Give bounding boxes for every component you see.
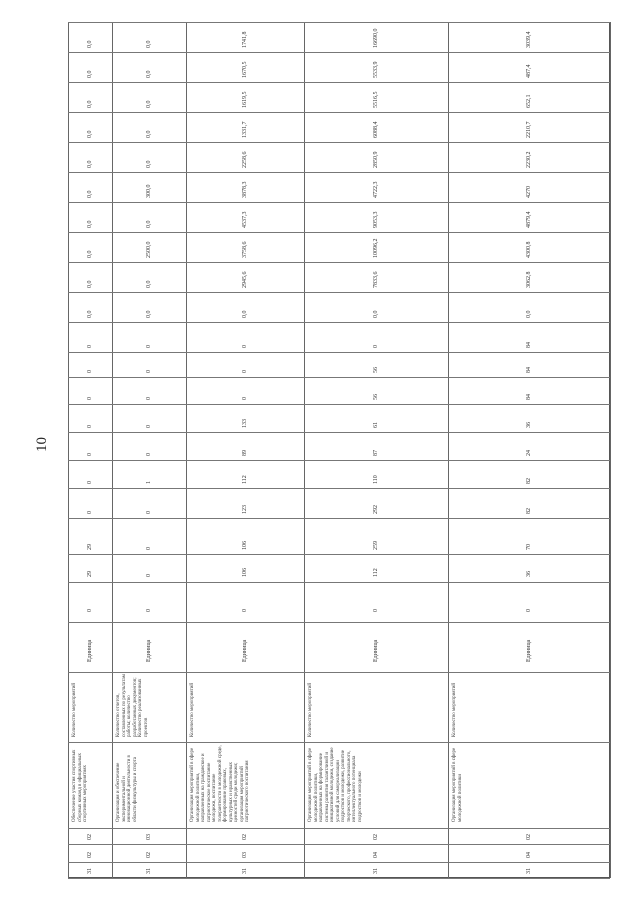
- row-value: 0: [87, 397, 93, 400]
- row-value: 0,0: [87, 220, 93, 228]
- row-unit: Единица: [373, 639, 379, 662]
- row-value: 1331,7: [242, 121, 248, 138]
- row-value: 2850,9: [373, 151, 379, 168]
- row-indicator: Количество мероприятий: [308, 682, 313, 737]
- row-value: 0,0: [146, 220, 152, 228]
- row-unit: Единица: [242, 639, 248, 662]
- row-value: 29: [87, 571, 93, 577]
- row-value: 3062,8: [526, 271, 532, 288]
- row-description: Организация мероприятий в сфере молодежной политики: [452, 747, 463, 822]
- row-value: 259: [373, 541, 379, 550]
- row-value: 110: [373, 475, 379, 484]
- column-border: [68, 232, 610, 233]
- row-border: [186, 22, 187, 878]
- row-code-31: 31: [87, 868, 93, 874]
- column-border: [68, 554, 610, 555]
- row-unit: Единица: [146, 639, 152, 662]
- row-value: 112: [242, 475, 248, 484]
- column-border: [68, 582, 610, 583]
- row-value: 0: [146, 453, 152, 456]
- row-value: 84: [526, 367, 532, 373]
- row-value: 0,0: [146, 40, 152, 48]
- column-border: [68, 82, 610, 83]
- row-value: 0: [87, 453, 93, 456]
- row-value: 0,0: [526, 310, 532, 318]
- row-code-31: 31: [526, 868, 532, 874]
- row-description: Организация и обеспечение экспериментальной и инновационной деятельности в области физкультуры и спорта: [116, 755, 138, 822]
- row-value: 0: [146, 345, 152, 348]
- row-value: 2210,7: [526, 121, 532, 138]
- row-indicator: Количество мероприятий: [452, 682, 457, 737]
- row-value: 0: [146, 370, 152, 373]
- column-border: [68, 292, 610, 293]
- row-code-item: 02: [242, 834, 248, 840]
- row-value: 84: [526, 342, 532, 348]
- row-code-section: 03: [242, 852, 248, 858]
- row-value: 56: [373, 394, 379, 400]
- column-border: [68, 622, 610, 623]
- row-value: 84: [526, 394, 532, 400]
- row-value: 4537,3: [242, 211, 248, 228]
- row-value: 82: [526, 508, 532, 514]
- row-description: Организация мероприятий в сфере молодежной политики, направленных на гражданское и патриотическое воспитание молодежи, воспитание толерантности в молодежной среде, формирование правовых, культурных и нравственных ценностей среди молодежи; организация мероприятий патриотического воспитания: [190, 745, 250, 822]
- row-value: 61: [373, 422, 379, 428]
- row-value: 56: [373, 367, 379, 373]
- column-border: [68, 432, 610, 433]
- row-indicator: Количество мероприятий: [190, 682, 195, 737]
- row-value: 487,4: [526, 64, 532, 78]
- row-value: 3039,4: [526, 31, 532, 48]
- row-description: Организация мероприятий в сфере молодежной политики, направленных на формирование системы развития талантливой и инициативной молодежи, создание условий для самореализации подростков и молодежи, развитие творческого, профессионального, интеллектуального потенциала подростков и молодежи: [308, 747, 363, 822]
- column-border: [68, 488, 610, 489]
- row-code-section: 04: [526, 852, 532, 858]
- row-value: 0,0: [87, 130, 93, 138]
- row-code-item: 02: [87, 834, 93, 840]
- column-border: [68, 22, 610, 23]
- row-value: 0: [87, 425, 93, 428]
- row-value: 0: [146, 609, 152, 612]
- column-border: [68, 862, 610, 863]
- row-value: 82: [526, 478, 532, 484]
- column-border: [68, 518, 610, 519]
- row-value: 0,0: [87, 70, 93, 78]
- row-code-item: 02: [526, 834, 532, 840]
- row-value: 16690,0: [373, 28, 379, 48]
- row-value: 89: [242, 450, 248, 456]
- row-value: 0: [146, 574, 152, 577]
- row-value: 70: [526, 544, 532, 550]
- row-value: 36: [526, 571, 532, 577]
- row-unit: Единица: [526, 639, 532, 662]
- row-code-31: 31: [373, 868, 379, 874]
- row-code-item: 03: [146, 834, 152, 840]
- row-value: 106: [242, 541, 248, 550]
- row-value: 1741,8: [242, 31, 248, 48]
- row-code-31: 31: [146, 868, 152, 874]
- row-value: 112: [373, 568, 379, 577]
- row-value: 0: [87, 481, 93, 484]
- row-value: 2500,0: [146, 241, 152, 258]
- column-border: [68, 172, 610, 173]
- row-code-section: 04: [373, 852, 379, 858]
- row-code-31: 31: [242, 868, 248, 874]
- column-border: [68, 377, 610, 378]
- row-border: [112, 22, 113, 878]
- row-value: 0,0: [146, 160, 152, 168]
- column-border: [68, 828, 610, 829]
- column-border: [68, 404, 610, 405]
- row-value: 6088,4: [373, 121, 379, 138]
- row-value: 7833,6: [373, 271, 379, 288]
- row-value: 133: [242, 419, 248, 428]
- row-border: [304, 22, 305, 878]
- row-value: 2230,2: [526, 151, 532, 168]
- row-value: 123: [242, 505, 248, 514]
- row-value: 652,1: [526, 94, 532, 108]
- row-value: 0,0: [87, 310, 93, 318]
- row-value: 0,0: [87, 40, 93, 48]
- column-border: [68, 202, 610, 203]
- column-border: [68, 460, 610, 461]
- row-value: 36: [526, 422, 532, 428]
- row-value: 5533,9: [373, 61, 379, 78]
- column-border: [68, 52, 610, 53]
- row-value: 0: [87, 345, 93, 348]
- row-code-section: 02: [146, 852, 152, 858]
- row-value: 0: [87, 370, 93, 373]
- row-value: 0: [526, 609, 532, 612]
- row-value: 4270: [526, 186, 532, 198]
- row-code-item: 02: [373, 834, 379, 840]
- row-value: 0: [87, 511, 93, 514]
- row-value: 0: [146, 397, 152, 400]
- row-value: 9053,3: [373, 211, 379, 228]
- row-value: 0,0: [373, 310, 379, 318]
- row-value: 4722,3: [373, 181, 379, 198]
- column-border: [68, 322, 610, 323]
- column-border: [68, 844, 610, 845]
- row-value: 3878,3: [242, 181, 248, 198]
- row-value: 0: [373, 609, 379, 612]
- row-border: [610, 22, 611, 878]
- row-value: 300,0: [146, 184, 152, 198]
- column-border: [68, 672, 610, 673]
- row-value: 0,0: [146, 100, 152, 108]
- row-value: 1670,5: [242, 61, 248, 78]
- row-value: 4879,4: [526, 211, 532, 228]
- row-value: 87: [373, 450, 379, 456]
- row-value: 0,0: [146, 70, 152, 78]
- rotated-table: [68, 22, 610, 878]
- row-value: 1: [146, 481, 152, 484]
- row-value: 0: [146, 547, 152, 550]
- row-value: 0: [373, 345, 379, 348]
- row-value: 29: [87, 544, 93, 550]
- row-value: 0,0: [146, 310, 152, 318]
- row-value: 106: [242, 568, 248, 577]
- row-value: 0: [242, 397, 248, 400]
- row-border: [68, 22, 69, 878]
- row-value: 1619,5: [242, 91, 248, 108]
- row-unit: Единица: [87, 639, 93, 662]
- row-value: 4300,8: [526, 241, 532, 258]
- row-value: 24: [526, 450, 532, 456]
- row-value: 0,0: [87, 250, 93, 258]
- column-border: [68, 262, 610, 263]
- row-indicator: Количество мероприятий: [72, 682, 77, 737]
- row-value: 0: [242, 345, 248, 348]
- row-value: 0: [242, 370, 248, 373]
- row-value: 0,0: [87, 160, 93, 168]
- column-border: [68, 142, 610, 143]
- row-border: [448, 22, 449, 878]
- row-value: 0: [242, 609, 248, 612]
- row-indicator: Количество отчетов, составленных по результатам работы; количество разработанных документов; Количество реализованных проектов: [116, 674, 149, 737]
- row-value: 292: [373, 505, 379, 514]
- row-value: 2945,6: [242, 271, 248, 288]
- row-value: 0,0: [87, 280, 93, 288]
- row-value: 0,0: [87, 190, 93, 198]
- row-value: 0,0: [87, 100, 93, 108]
- row-value: 0: [146, 425, 152, 428]
- column-border: [68, 352, 610, 353]
- column-border: [68, 112, 610, 113]
- row-value: 10096,2: [373, 238, 379, 258]
- row-code-section: 02: [87, 852, 93, 858]
- row-value: 0: [146, 511, 152, 514]
- row-value: 2258,6: [242, 151, 248, 168]
- row-description: Обеспечение участия спортивных сборных команд в официальных спортивных мероприятиях: [72, 749, 88, 822]
- row-value: 0,0: [242, 310, 248, 318]
- column-border: [68, 878, 610, 879]
- row-value: 3758,6: [242, 241, 248, 258]
- page-number: 10: [34, 437, 50, 452]
- row-value: 0: [87, 609, 93, 612]
- row-value: 0,0: [146, 130, 152, 138]
- row-value: 5516,5: [373, 91, 379, 108]
- row-value: 0,0: [146, 280, 152, 288]
